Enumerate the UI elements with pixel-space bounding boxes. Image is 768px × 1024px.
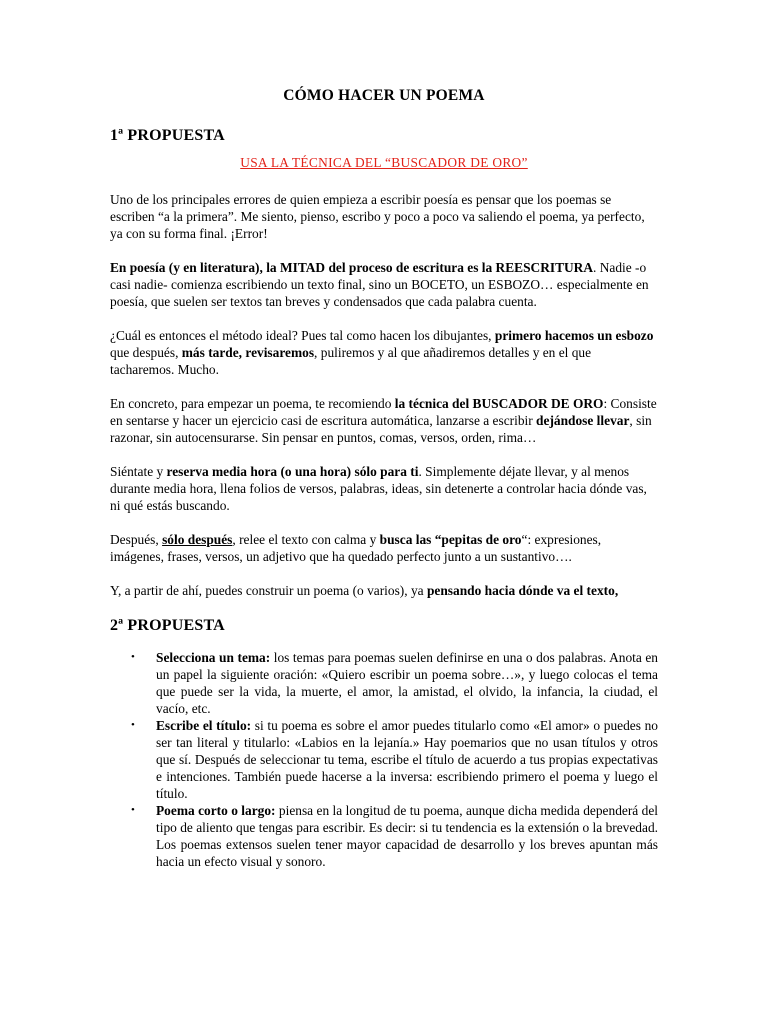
paragraph-3-text-2: que después,	[110, 345, 182, 360]
proposal-list	[110, 649, 658, 870]
section-subtitle: USA LA TÉCNICA DEL “BUSCADOR DE ORO”	[240, 155, 528, 170]
paragraph-6	[110, 531, 658, 565]
list-item	[110, 649, 658, 717]
paragraph-3	[110, 327, 658, 378]
paragraph-2-bold: En poesía (y en literatura), la MITAD del proceso de escritura es la REESCRITURA	[110, 260, 594, 275]
section-heading-2: 2ª PROPUESTA	[110, 617, 225, 634]
paragraph-7-bold-1: pensando hacia dónde va el texto,	[426, 583, 619, 598]
bullet-icon: •	[131, 804, 135, 816]
list-item-label: Poema corto o largo:	[156, 803, 276, 818]
paragraph-3-bold-2: más tarde, revisaremos	[181, 345, 315, 360]
paragraph-5-text-1: Siéntate y	[110, 464, 167, 479]
bullet-icon: •	[131, 719, 135, 731]
list-item-text: si tu poema es sobre el amor puedes titularlo como «El amor» o puedes no ser tan literal y titularlo: «Labios en la lejanía.» Hay poemarios que no usan títulos y otros que sí. Después de seleccionar tu tema, escribe el título de acuerdo a tus propias expectativas e intenciones. También puede hacerse a la inversa: escribiendo primero el poema y luego el título.	[156, 718, 658, 801]
paragraph-6-text-1: Después,	[110, 532, 163, 547]
paragraph-6-underline: sólo después	[162, 532, 233, 547]
paragraph-4-bold-1: la técnica del BUSCADOR DE ORO	[394, 396, 604, 411]
paragraph-4-bold-2: dejándose llevar	[536, 413, 630, 428]
section-heading-1: 1ª PROPUESTA	[110, 127, 225, 144]
list-item-label: Escribe el título:	[156, 718, 252, 733]
paragraph-4-text-2: : Consiste en sentarse y hacer un ejercicio casi de escritura automática, lanzarse a escribir	[110, 396, 657, 428]
paragraph-6-text-2: , relee el texto con calma y	[232, 532, 380, 547]
bullet-icon: •	[131, 651, 135, 663]
paragraph-7-text-1: Y, a partir de ahí, puedes construir un poema (o varios), ya	[110, 583, 427, 598]
paragraph-6-bold-1	[162, 532, 232, 547]
paragraph-3-text-3: , puliremos y al que añadiremos detalles y en el que tacharemos. Mucho.	[110, 345, 592, 377]
document-title: CÓMO HACER UN POEMA	[283, 87, 485, 104]
paragraph-6-text-3: “: expresiones, imágenes, frases, versos, un adjetivo que ha quedado perfecto junto a un sustantivo….	[110, 532, 602, 564]
paragraph-3-text-1: ¿Cuál es entonces el método ideal? Pues tal como hacen los dibujantes,	[110, 328, 495, 343]
paragraph-5	[110, 463, 658, 514]
list-item	[110, 717, 658, 802]
list-item-label: Selecciona un tema:	[156, 650, 271, 665]
list-item-text: los temas para poemas suelen definirse en una o dos palabras. Anota en un papel la siguiente oración: «Quiero escribir un poema sobre…», y luego colocas el tema que puede ser la vida, la muerte, el amor, la amistad, el olvido, la infancia, la ciudad, el vacío, etc.	[156, 650, 658, 716]
paragraph-6-bold-2: busca las “pepitas de oro	[379, 532, 522, 547]
paragraph-4-text-1: En concreto, para empezar un poema, te recomiendo	[110, 396, 395, 411]
paragraph-3-bold-1: primero hacemos un esbozo	[494, 328, 654, 343]
list-item-text: piensa en la longitud de tu poema, aunque dicha medida dependerá del tipo de aliento que tengas para escribir. Es decir: si tu tendencia es la extensión o la brevedad. Los poemas extensos suelen tener mayor capacidad de desarrollo y los breves apuntan más hacia un efecto visual y sonoro.	[156, 803, 658, 869]
paragraph-4-text-3: , sin razonar, sin autocensurarse. Sin pensar en puntos, comas, versos, orden, rima…	[110, 413, 652, 445]
paragraph-2-text: . Nadie -o casi nadie- comienza escribiendo un texto final, sino un BOCETO, un ESBOZO… especialmente en poesía, que suelen ser textos tan breves y condensados que cada palabra cuenta.	[110, 260, 649, 309]
paragraph-4	[110, 395, 658, 446]
list-item	[110, 802, 658, 870]
paragraph-5-text-2: . Simplemente déjate llevar, y al menos durante media hora, llena folios de versos, palabras, ideas, sin detenerte a controlar hacia dónde vas, ni qué estás buscando.	[110, 464, 647, 513]
paragraph-1: Uno de los principales errores de quien empieza a escribir poesía es pensar que los poemas se escriben “a la primera”. Me siento, pienso, escribo y poco a poco va saliendo el poema, ya perfecto, ya con su forma final. ¡Error!	[110, 192, 645, 241]
paragraph-5-bold-1: reserva media hora (o una hora) sólo para ti	[166, 464, 419, 479]
document-page	[110, 86, 658, 870]
paragraph-7	[110, 582, 658, 599]
paragraph-2	[110, 259, 658, 310]
